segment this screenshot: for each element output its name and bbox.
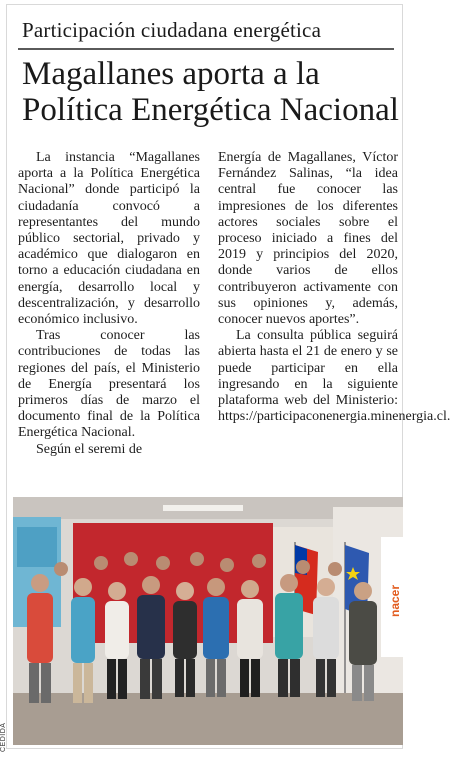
body-paragraph: Tras conocer las contribuciones de todas las regiones del país, el Ministerio de Energía presentará los primeros días de marzo el documento final de la Política Energética Nacional. bbox=[18, 328, 200, 441]
section-title: Participación ciudadana energética bbox=[22, 18, 322, 42]
banner-text: nacer bbox=[388, 584, 402, 617]
headline-line-1: Magallanes aporta a la bbox=[22, 56, 320, 92]
section-divider bbox=[18, 48, 394, 50]
body-column-right bbox=[218, 150, 450, 425]
body-paragraph: Energía de Magallanes, Víctor Fernández Salinas, “la idea central fue conocer las impresiones de los diferentes actores sociales sobre el proceso iniciado a fines del 2019 y principios del 2020, donde varios de ellos contribuyeron activamente con sus opiniones y, además, conocer nuevos aportes”. bbox=[218, 150, 398, 328]
body-paragraph: La consulta pública seguirá abierta hasta el 21 de enero y se puede participar en ella ingresando en la siguiente plataforma web del Ministerio: https://participaconenergia.minenergia.cl. bbox=[218, 328, 450, 425]
photo-credit: CEDIDA bbox=[0, 722, 7, 752]
group-photo bbox=[13, 497, 403, 745]
body-column-left bbox=[18, 150, 200, 458]
group-photo-illustration bbox=[13, 497, 403, 745]
body-paragraph: Según el seremi de bbox=[36, 441, 143, 457]
headline bbox=[22, 56, 402, 128]
body-paragraph: La instancia “Magallanes aporta a la Política Energética Nacional” donde participó la ciudadanía convocó a representantes del mundo público sectorial, privado y académico que dialogaron en torno a educación ciudadana en energía, desarrollo local y descentralización, y desarrollo económico inclusivo. bbox=[18, 150, 200, 328]
headline-line-2: Política Energética Nacional bbox=[22, 92, 399, 128]
